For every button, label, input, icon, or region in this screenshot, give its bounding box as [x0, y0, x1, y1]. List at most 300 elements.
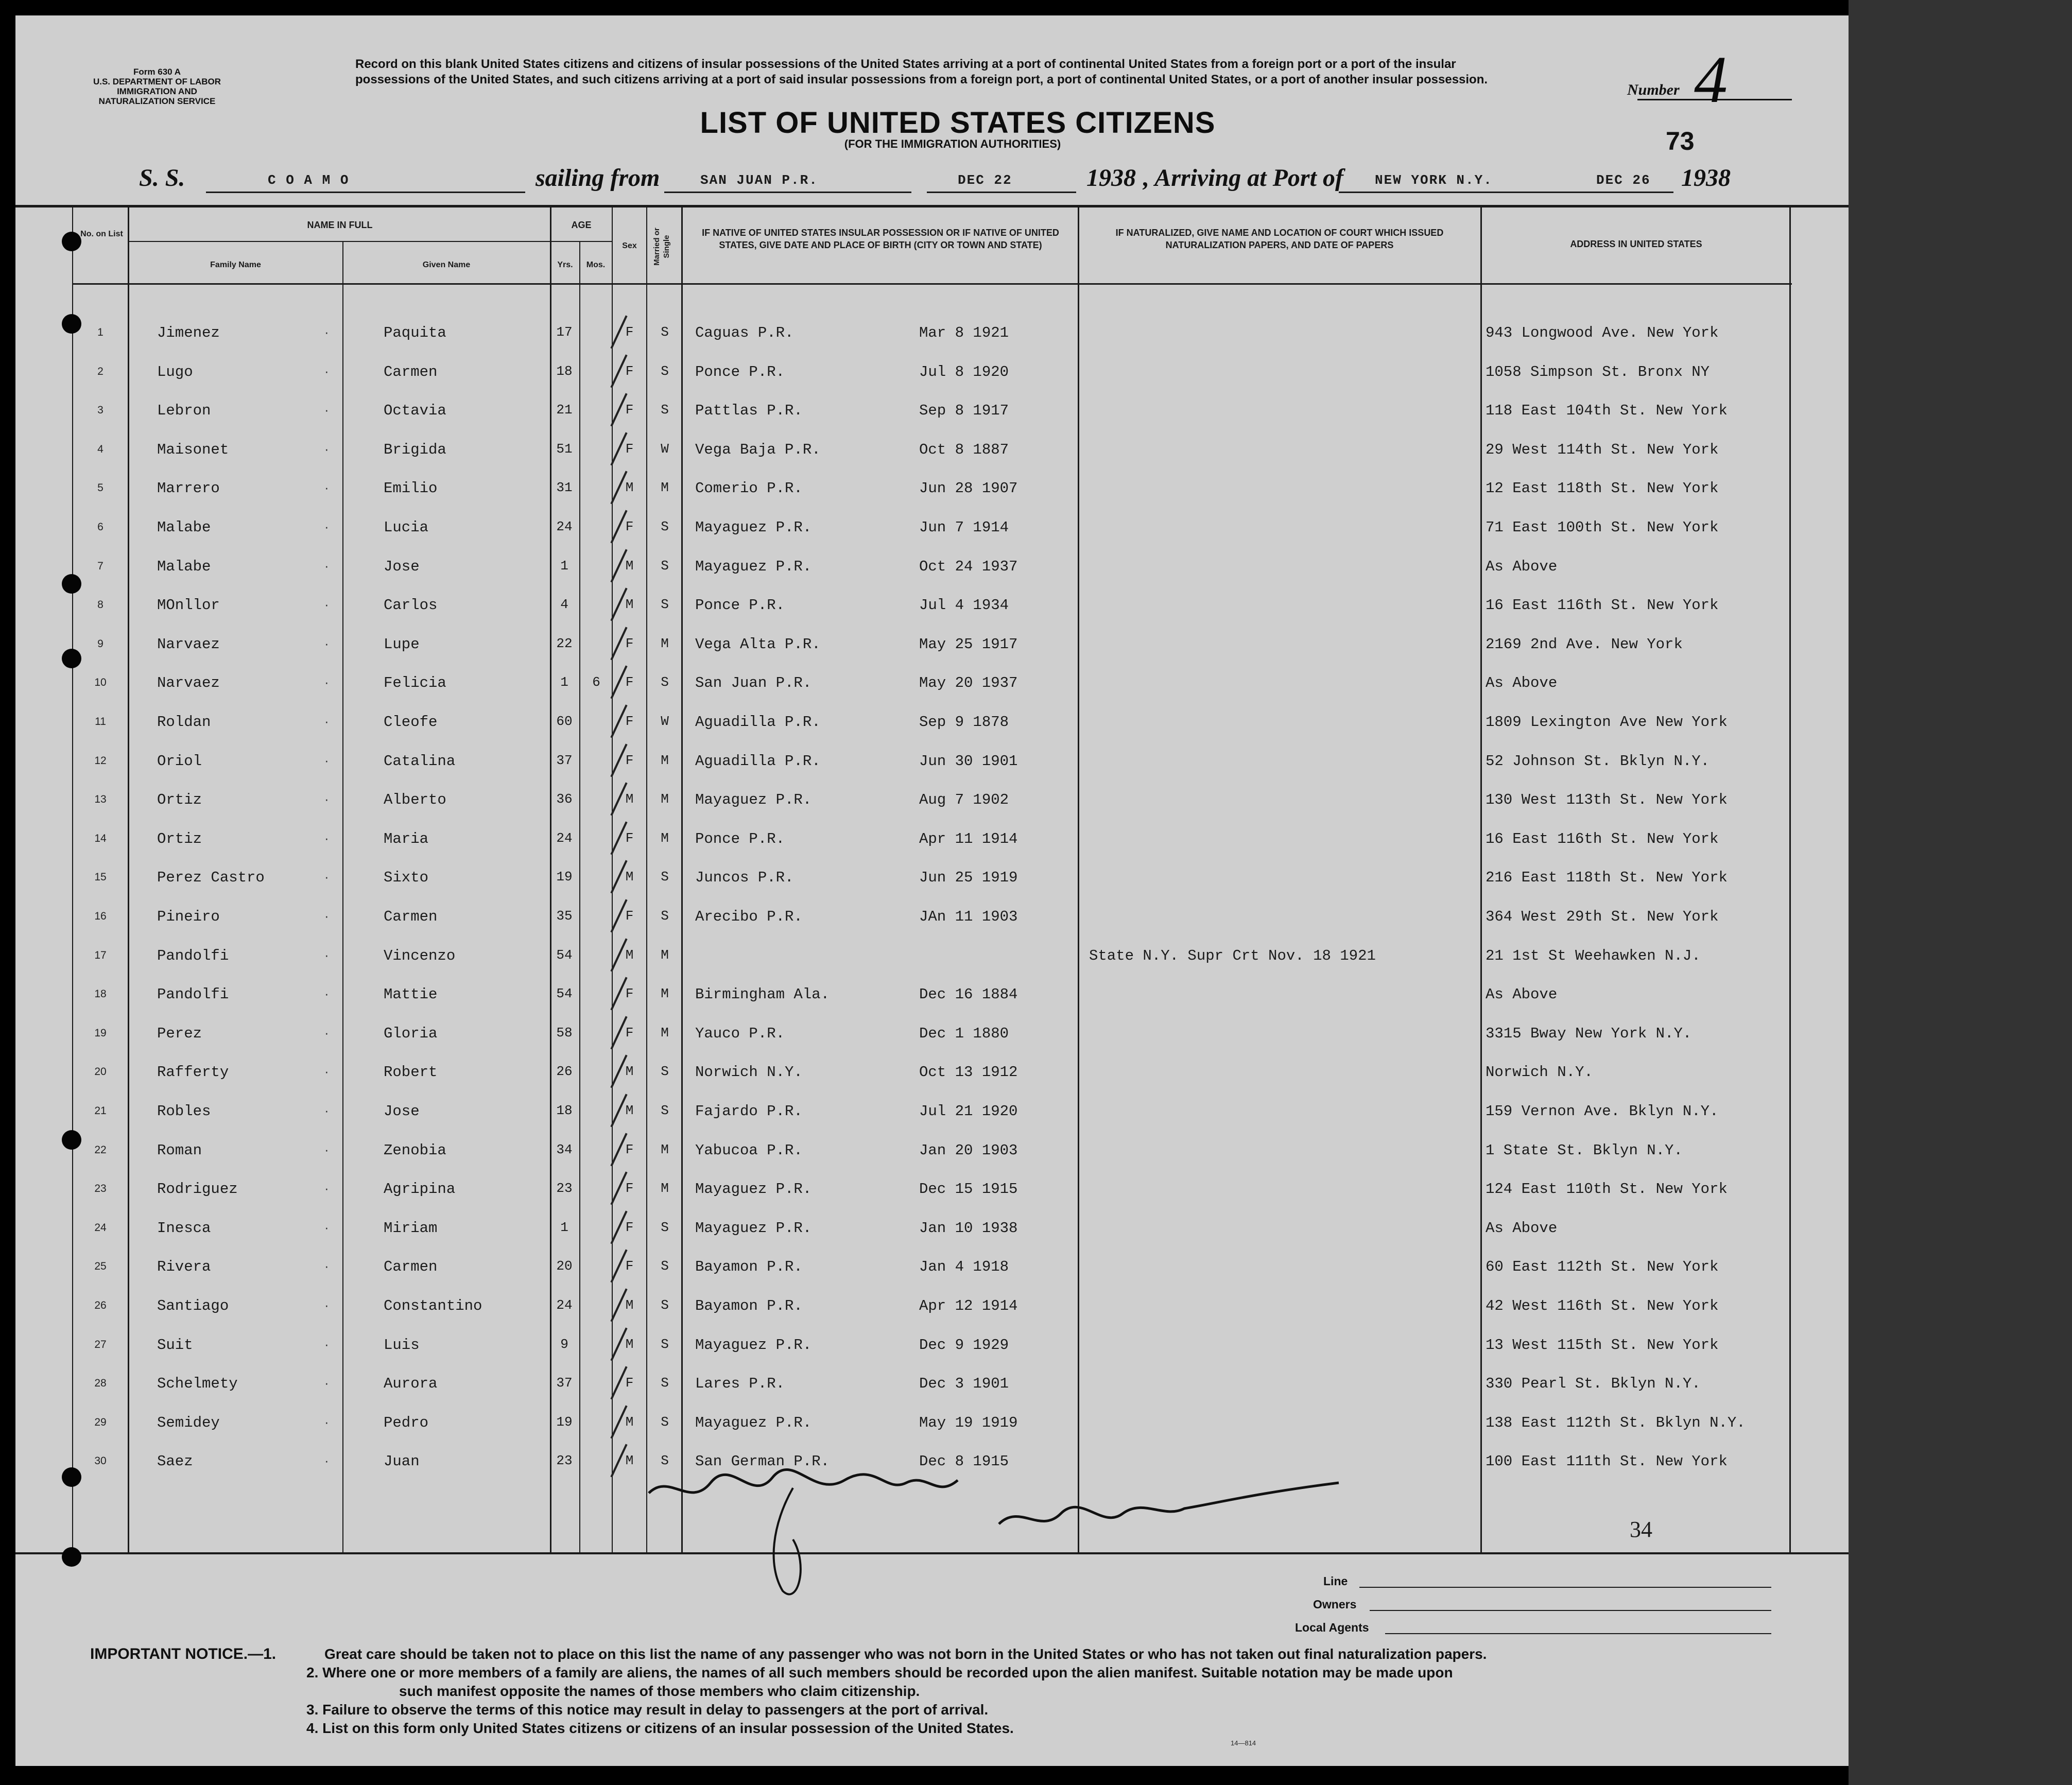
- family-name-cell: Jimenez: [157, 324, 220, 341]
- sex-cell: F: [625, 1258, 634, 1274]
- given-name-cell: Carmen: [384, 908, 438, 925]
- address-cell: 3315 Bway New York N.Y.: [1486, 1025, 1692, 1042]
- birth-date-cell: May 19 1919: [919, 1414, 1018, 1431]
- age-years-cell: 60: [556, 714, 573, 729]
- col-divider-no: [72, 207, 73, 1552]
- age-years-cell: 23: [556, 1181, 573, 1197]
- name-separator-dot: ·: [324, 519, 329, 534]
- birth-place-cell: Arecibo P.R.: [695, 908, 803, 925]
- birth-date-cell: Jul 4 1934: [919, 597, 1009, 614]
- row-number: 22: [94, 1143, 107, 1156]
- sex-cell: F: [625, 752, 634, 768]
- given-name-cell: Sixto: [384, 869, 429, 887]
- birth-place-cell: Pattlas P.R.: [695, 402, 803, 420]
- given-name-cell: Carlos: [384, 597, 438, 614]
- address-cell: 12 East 118th St. New York: [1486, 480, 1719, 497]
- name-separator-dot: ·: [324, 324, 329, 340]
- age-years-cell: 19: [556, 1414, 573, 1430]
- name-separator-dot: ·: [324, 1141, 329, 1157]
- marital-cell: S: [661, 1414, 669, 1430]
- age-years-cell: 54: [556, 947, 573, 963]
- sex-cell: M: [625, 1297, 634, 1313]
- name-separator-dot: ·: [324, 363, 329, 379]
- address-cell: As Above: [1486, 986, 1558, 1003]
- header-mos: Mos.: [586, 261, 606, 269]
- birth-date-cell: Jun 25 1919: [919, 869, 1018, 887]
- row-number: 11: [95, 716, 106, 727]
- family-name-cell: Schelmety: [157, 1375, 238, 1393]
- sex-cell: F: [625, 519, 634, 534]
- row-number: 4: [97, 443, 103, 455]
- family-name-cell: Malabe: [157, 558, 211, 575]
- address-cell: As Above: [1486, 558, 1558, 575]
- row-number: 19: [94, 1027, 107, 1039]
- birth-date-cell: Oct 8 1887: [919, 441, 1009, 458]
- address-cell: 330 Pearl St. Bklyn N.Y.: [1486, 1375, 1701, 1393]
- birth-place-cell: Norwich N.Y.: [695, 1064, 803, 1081]
- family-name-cell: Santiago: [157, 1297, 229, 1314]
- age-years-cell: 17: [556, 324, 573, 340]
- notice-item-3: 3. Failure to observe the terms of this notice may result in delay to passengers at the port of arrival.: [306, 1702, 989, 1718]
- birth-date-cell: Jun 7 1914: [919, 519, 1009, 536]
- birth-place-cell: Ponce P.R.: [695, 363, 785, 380]
- birth-date-cell: May 20 1937: [919, 674, 1018, 692]
- name-separator-dot: ·: [324, 1064, 329, 1080]
- marital-cell: S: [661, 1103, 669, 1118]
- given-name-cell: Robert: [384, 1064, 438, 1081]
- given-name-cell: Maria: [384, 830, 429, 847]
- departure-port: SAN JUAN P.R.: [700, 172, 818, 188]
- birth-place-cell: Mayaguez P.R.: [695, 1181, 812, 1198]
- birth-place-cell: San Juan P.R.: [695, 674, 812, 692]
- birth-place-cell: Ponce P.R.: [695, 597, 785, 614]
- row-number: 9: [97, 637, 103, 650]
- sex-cell: M: [625, 597, 634, 613]
- birth-date-cell: Dec 16 1884: [919, 986, 1018, 1003]
- marital-cell: S: [661, 558, 669, 574]
- binder-hole: [62, 232, 81, 251]
- scan-background: [1849, 0, 2072, 1785]
- age-years-cell: 31: [556, 480, 573, 496]
- given-name-cell: Juan: [384, 1453, 420, 1470]
- marital-cell: S: [661, 908, 669, 924]
- birth-date-cell: Mar 8 1921: [919, 324, 1009, 341]
- given-name-cell: Alberto: [384, 791, 446, 809]
- family-name-cell: Inesca: [157, 1219, 211, 1237]
- given-name-cell: Gloria: [384, 1025, 438, 1042]
- birth-place-cell: Mayaguez P.R.: [695, 519, 812, 536]
- marital-cell: M: [661, 791, 669, 807]
- birth-date-cell: Dec 9 1929: [919, 1336, 1009, 1354]
- row-number: 28: [94, 1377, 107, 1390]
- family-name-cell: Roman: [157, 1141, 202, 1159]
- given-name-cell: Agripina: [384, 1181, 456, 1198]
- header-sex: Sex: [622, 241, 637, 250]
- marital-cell: S: [661, 402, 669, 418]
- row-number: 2: [97, 365, 103, 377]
- address-cell: 52 Johnson St. Bklyn N.Y.: [1486, 752, 1710, 770]
- birth-date-cell: Jan 10 1938: [919, 1219, 1018, 1237]
- birth-date-cell: Jan 20 1903: [919, 1141, 1018, 1159]
- marital-cell: M: [661, 947, 669, 963]
- agents-underline: [1385, 1633, 1771, 1634]
- number-label: Number: [1627, 81, 1680, 98]
- birth-place-cell: Bayamon P.R.: [695, 1258, 803, 1276]
- name-separator-dot: ·: [324, 402, 329, 418]
- row-number: 16: [94, 910, 107, 922]
- family-name-cell: Saez: [157, 1453, 193, 1470]
- address-cell: 1058 Simpson St. Bronx NY: [1486, 363, 1710, 380]
- name-separator-dot: ·: [324, 1375, 329, 1391]
- sex-cell: F: [625, 441, 634, 457]
- name-separator-dot: ·: [324, 752, 329, 768]
- name-separator-dot: ·: [324, 558, 329, 574]
- family-name-cell: Maisonet: [157, 441, 229, 458]
- address-cell: 1809 Lexington Ave New York: [1486, 714, 1728, 731]
- given-name-cell: Carmen: [384, 363, 438, 380]
- binder-hole: [62, 1467, 81, 1487]
- name-separator-dot: ·: [324, 1181, 329, 1197]
- address-cell: 100 East 111th St. New York: [1486, 1453, 1728, 1470]
- family-name-cell: Pineiro: [157, 908, 220, 925]
- ss-label: S. S.: [139, 164, 185, 192]
- family-name-cell: Marrero: [157, 480, 220, 497]
- name-separator-dot: ·: [324, 986, 329, 1002]
- binder-hole: [62, 1130, 81, 1150]
- birth-date-cell: Apr 11 1914: [919, 830, 1018, 847]
- print-code: 14—814: [1231, 1739, 1256, 1747]
- age-header-divider: [550, 241, 612, 242]
- marital-cell: M: [661, 480, 669, 496]
- birth-date-cell: Sep 9 1878: [919, 714, 1009, 731]
- binder-hole: [62, 649, 81, 668]
- address-cell: 130 West 113th St. New York: [1486, 791, 1728, 809]
- birth-date-cell: Oct 24 1937: [919, 558, 1018, 575]
- marital-cell: M: [661, 1025, 669, 1041]
- birth-date-cell: Oct 13 1912: [919, 1064, 1018, 1081]
- record-instructions: Record on this blank United States citizens and citizens of insular possessions of the United States arriving at a port of continental United States from a foreign port or a port of the insular possessions of the United States, and such citizens arriving at a port of said insular possessions from a foreign port, a port of continental United States, or a port of another insular possession.: [355, 57, 1488, 86]
- address-cell: 1 State St. Bklyn N.Y.: [1486, 1141, 1683, 1159]
- row-number: 24: [94, 1221, 107, 1234]
- port-underline: [1339, 192, 1596, 193]
- department: U.S. DEPARTMENT OF LABOR: [93, 77, 221, 86]
- sex-cell: M: [625, 947, 634, 963]
- family-name-cell: Robles: [157, 1103, 211, 1120]
- col-divider-birth: [681, 207, 683, 1552]
- col-divider-ms: [646, 207, 647, 1552]
- marital-cell: M: [661, 986, 669, 1002]
- given-name-cell: Emilio: [384, 480, 438, 497]
- address-cell: 943 Longwood Ave. New York: [1486, 324, 1719, 341]
- birth-place-cell: Comerio P.R.: [695, 480, 803, 497]
- given-name-cell: Catalina: [384, 752, 456, 770]
- marital-cell: S: [661, 1453, 669, 1469]
- sex-cell: F: [625, 830, 634, 846]
- birth-place-cell: Aguadilla P.R.: [695, 714, 821, 731]
- row-number: 21: [94, 1105, 107, 1117]
- address-cell: 16 East 116th St. New York: [1486, 597, 1719, 614]
- from-underline: [664, 192, 911, 193]
- marital-cell: S: [661, 597, 669, 613]
- given-name-cell: Lupe: [384, 635, 420, 653]
- birth-date-cell: Jul 21 1920: [919, 1103, 1018, 1120]
- marital-cell: S: [661, 1064, 669, 1080]
- birth-date-cell: Apr 12 1914: [919, 1297, 1018, 1314]
- sex-cell: F: [625, 674, 634, 690]
- row-number: 13: [94, 793, 107, 806]
- address-cell: 2169 2nd Ave. New York: [1486, 635, 1683, 653]
- name-separator-dot: ·: [324, 1258, 329, 1274]
- birth-date-cell: Dec 8 1915: [919, 1453, 1009, 1470]
- sex-cell: F: [625, 908, 634, 924]
- page-number: 73: [1666, 127, 1695, 155]
- marital-cell: S: [661, 324, 669, 340]
- sex-cell: F: [625, 1141, 634, 1157]
- family-name-cell: Narvaez: [157, 674, 220, 692]
- name-separator-dot: ·: [324, 635, 329, 651]
- sex-cell: F: [625, 1375, 634, 1391]
- name-separator-dot: ·: [324, 830, 329, 846]
- name-separator-dot: ·: [324, 480, 329, 496]
- header-family-name: Family Name: [210, 261, 261, 269]
- given-name-cell: Carmen: [384, 1258, 438, 1276]
- family-name-cell: Perez Castro: [157, 869, 265, 887]
- birth-date-cell: Sep 8 1917: [919, 402, 1009, 420]
- name-header-divider: [129, 241, 551, 242]
- header-address: ADDRESS IN UNITED STATES: [1570, 239, 1702, 249]
- form-identifier: [82, 67, 232, 106]
- age-years-cell: 51: [556, 441, 573, 457]
- row-number: 25: [94, 1260, 107, 1273]
- sex-cell: F: [625, 986, 634, 1002]
- age-years-cell: 34: [556, 1141, 573, 1157]
- birth-date-cell: Aug 7 1902: [919, 791, 1009, 809]
- family-name-cell: Lugo: [157, 363, 193, 380]
- service-line-1: IMMIGRATION AND: [117, 86, 197, 96]
- marital-cell: M: [661, 635, 669, 651]
- name-separator-dot: ·: [324, 1297, 329, 1313]
- age-years-cell: 23: [556, 1453, 573, 1469]
- given-name-cell: Constantino: [384, 1297, 482, 1314]
- birth-place-cell: Mayaguez P.R.: [695, 1336, 812, 1354]
- arrival-date-underline: [1570, 192, 1673, 193]
- age-years-cell: 9: [560, 1336, 568, 1352]
- age-years-cell: 1: [560, 674, 568, 690]
- name-separator-dot: ·: [324, 947, 329, 963]
- birth-place-cell: Juncos P.R.: [695, 869, 794, 887]
- birth-place-cell: Fajardo P.R.: [695, 1103, 803, 1120]
- sailing-label: sailing from: [536, 164, 660, 192]
- given-name-cell: Brigida: [384, 441, 446, 458]
- col-divider-address: [1480, 207, 1482, 1552]
- marital-cell: M: [661, 830, 669, 846]
- binder-hole: [62, 574, 81, 594]
- age-years-cell: 4: [560, 597, 568, 613]
- sex-cell: M: [625, 1064, 634, 1080]
- given-name-cell: Jose: [384, 1103, 420, 1120]
- sex-cell: F: [625, 1025, 634, 1041]
- col-divider-family: [128, 207, 129, 1552]
- notice-item-2b: such manifest opposite the names of those members who claim citizenship.: [399, 1683, 920, 1699]
- family-name-cell: Lebron: [157, 402, 211, 420]
- family-name-cell: Perez: [157, 1025, 202, 1042]
- address-cell: 159 Vernon Ave. Bklyn N.Y.: [1486, 1103, 1719, 1120]
- name-separator-dot: ·: [324, 791, 329, 807]
- family-name-cell: Pandolfi: [157, 947, 229, 964]
- marital-cell: S: [661, 1297, 669, 1313]
- given-name-cell: Aurora: [384, 1375, 438, 1393]
- line-label: Line: [1323, 1574, 1348, 1588]
- binder-hole: [62, 1547, 81, 1567]
- sex-cell: F: [625, 1181, 634, 1197]
- birth-place-cell: Ponce P.R.: [695, 830, 785, 847]
- name-separator-dot: ·: [324, 1103, 329, 1118]
- age-years-cell: 37: [556, 1375, 573, 1391]
- notice-item-1: Great care should be taken not to place on this list the name of any passenger who was not born in the United States or who has not taken out final naturalization papers.: [324, 1646, 1487, 1662]
- header-naturalized: IF NATURALIZED, GIVE NAME AND LOCATION OF COURT WHICH ISSUED NATURALIZATION PAPERS, AND DATE OF PAPERS: [1115, 228, 1444, 250]
- col-divider-mos: [579, 242, 580, 1552]
- notice-item-4: 4. List on this form only United States citizens or citizens of an insular possession of the United States.: [306, 1720, 1014, 1736]
- line-underline: [1359, 1587, 1771, 1588]
- row-number: 26: [94, 1299, 107, 1311]
- sex-cell: M: [625, 1453, 634, 1469]
- age-years-cell: 22: [556, 635, 573, 651]
- given-name-cell: Miriam: [384, 1219, 438, 1237]
- name-separator-dot: ·: [324, 1414, 329, 1430]
- given-name-cell: Mattie: [384, 986, 438, 1003]
- marital-cell: S: [661, 674, 669, 690]
- local-agents-label: Local Agents: [1295, 1621, 1369, 1634]
- header-married: Married or Single: [652, 228, 671, 266]
- family-name-cell: Semidey: [157, 1414, 220, 1431]
- birth-date-cell: May 25 1917: [919, 635, 1018, 653]
- family-name-cell: Ortiz: [157, 791, 202, 809]
- birth-place-cell: Yauco P.R.: [695, 1025, 785, 1042]
- age-years-cell: 54: [556, 986, 573, 1002]
- header-name-in-full: NAME IN FULL: [307, 220, 373, 230]
- age-years-cell: 18: [556, 363, 573, 379]
- family-name-cell: Ortiz: [157, 830, 202, 847]
- name-separator-dot: ·: [324, 1025, 329, 1041]
- row-number: 5: [97, 482, 103, 494]
- name-separator-dot: ·: [324, 597, 329, 613]
- age-years-cell: 19: [556, 869, 573, 885]
- important-notice: [90, 1645, 1779, 1738]
- family-name-cell: Pandolfi: [157, 986, 229, 1003]
- ship-underline: [206, 192, 525, 193]
- name-separator-dot: ·: [324, 674, 329, 690]
- marital-cell: S: [661, 1219, 669, 1235]
- owners-label: Owners: [1313, 1598, 1357, 1611]
- birth-date-cell: Jun 30 1901: [919, 752, 1018, 770]
- birth-date-cell: Dec 3 1901: [919, 1375, 1009, 1393]
- age-years-cell: 20: [556, 1258, 573, 1274]
- birth-place-cell: Vega Alta P.R.: [695, 635, 821, 653]
- arrival-date: DEC 26: [1596, 172, 1651, 188]
- name-separator-dot: ·: [324, 1219, 329, 1235]
- notice-lead: IMPORTANT NOTICE.—1.: [90, 1645, 277, 1662]
- header-age: AGE: [571, 220, 592, 230]
- address-cell: 16 East 116th St. New York: [1486, 830, 1719, 847]
- age-years-cell: 26: [556, 1064, 573, 1080]
- address-cell: 60 East 112th St. New York: [1486, 1258, 1719, 1276]
- address-cell: As Above: [1486, 674, 1558, 692]
- birth-date-cell: Dec 1 1880: [919, 1025, 1009, 1042]
- family-name-cell: Oriol: [157, 752, 202, 770]
- row-number: 23: [94, 1183, 107, 1195]
- row-number: 8: [97, 599, 103, 611]
- marital-cell: M: [661, 752, 669, 768]
- birth-place-cell: Mayaguez P.R.: [695, 1414, 812, 1431]
- departure-year: 1938: [1086, 164, 1136, 192]
- given-name-cell: Zenobia: [384, 1141, 446, 1159]
- row-number: 12: [94, 754, 107, 767]
- address-cell: 216 East 118th St. New York: [1486, 869, 1728, 887]
- address-cell: 138 East 112th St. Bklyn N.Y.: [1486, 1414, 1746, 1431]
- age-years-cell: 24: [556, 830, 573, 846]
- arrival-year: 1938: [1681, 164, 1731, 192]
- row-number: 7: [97, 560, 103, 572]
- address-cell: 364 West 29th St. New York: [1486, 908, 1719, 925]
- sex-cell: F: [625, 1219, 634, 1235]
- age-years-cell: 1: [560, 1219, 568, 1235]
- birth-place-cell: Mayaguez P.R.: [695, 558, 812, 575]
- family-name-cell: Narvaez: [157, 635, 220, 653]
- sex-cell: M: [625, 1414, 634, 1430]
- col-divider-nat: [1078, 207, 1079, 1552]
- given-name-cell: Felicia: [384, 674, 446, 692]
- table-top-border: [15, 205, 1849, 207]
- page-title: LIST OF UNITED STATES CITIZENS: [700, 106, 1216, 140]
- header-bottom-border: [72, 283, 1792, 285]
- sex-cell: M: [625, 1336, 634, 1352]
- given-name-cell: Paquita: [384, 324, 446, 341]
- age-years-cell: 37: [556, 752, 573, 768]
- sex-cell: M: [625, 480, 634, 496]
- address-cell: 42 West 116th St. New York: [1486, 1297, 1719, 1314]
- age-years-cell: 24: [556, 1297, 573, 1313]
- age-years-cell: 58: [556, 1025, 573, 1041]
- sex-cell: F: [625, 635, 634, 651]
- age-years-cell: 18: [556, 1103, 573, 1118]
- given-name-cell: Vincenzo: [384, 947, 456, 964]
- col-divider-given: [342, 242, 343, 1552]
- row-number: 15: [94, 871, 107, 883]
- birth-date-cell: Jul 8 1920: [919, 363, 1009, 380]
- birth-date-cell: JAn 11 1903: [919, 908, 1018, 925]
- family-name-cell: Rodriguez: [157, 1181, 238, 1198]
- birth-place-cell: Vega Baja P.R.: [695, 441, 821, 458]
- name-separator-dot: ·: [324, 441, 329, 457]
- age-years-cell: 21: [556, 402, 573, 418]
- col-divider-right: [1789, 207, 1791, 1552]
- address-cell: Norwich N.Y.: [1486, 1064, 1593, 1081]
- sex-cell: M: [625, 558, 634, 574]
- given-name-cell: Luis: [384, 1336, 420, 1354]
- owners-underline: [1370, 1610, 1771, 1611]
- family-name-cell: Suit: [157, 1336, 193, 1354]
- row-number: 1: [97, 326, 103, 338]
- header-no-on-list: No. on List: [80, 230, 123, 238]
- given-name-cell: Jose: [384, 558, 420, 575]
- age-months-cell: 6: [592, 674, 600, 690]
- birth-place-cell: Birmingham Ala.: [695, 986, 830, 1003]
- row-number: 3: [97, 404, 103, 417]
- given-name-cell: Octavia: [384, 402, 446, 420]
- marital-cell: S: [661, 519, 669, 534]
- marital-cell: S: [661, 1258, 669, 1274]
- ship-name: C O A M O: [268, 172, 350, 188]
